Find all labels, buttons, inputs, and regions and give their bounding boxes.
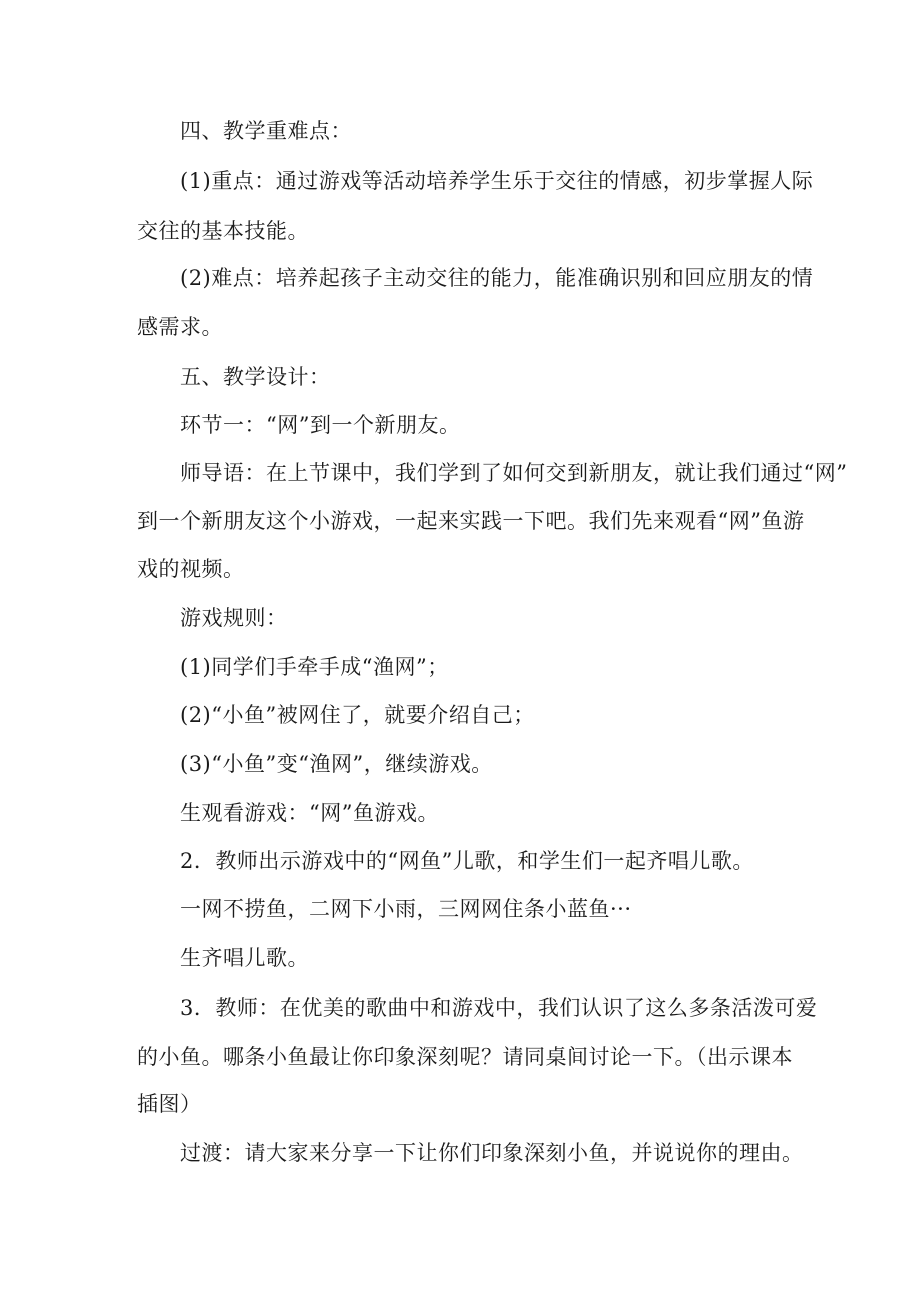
step1-title: 环节一：“网”到一个新朋友。: [180, 413, 461, 437]
teacher-intro-line-1: 师导语：在上节课中，我们学到了如何交到新朋友，就让我们通过“网”: [180, 461, 848, 485]
item-3-line-2: 的小鱼。哪条小鱼最让你印象深刻呢？请同桌间讨论一下。（出示课本: [137, 1045, 793, 1069]
students-watch: 生观看游戏：“网”鱼游戏。: [180, 801, 439, 825]
item-2: 2．教师出示游戏中的“网鱼”儿歌，和学生们一起齐唱儿歌。: [180, 849, 754, 873]
rules-heading: 游戏规则：: [180, 606, 288, 630]
rule-3: (3)“小鱼”变“渔网”，继续游戏。: [180, 752, 493, 776]
difficulty-line-2: 感需求。: [137, 315, 223, 339]
key-point-line-1: (1)重点：通过游戏等活动培养学生乐于交往的情感，初步掌握人际: [180, 169, 814, 193]
students-sing: 生齐唱儿歌。: [180, 946, 309, 970]
rule-1: (1)同学们手牵手成“渔网”；: [180, 655, 449, 679]
rule-2: (2)“小鱼”被网住了，就要介绍自己；: [180, 703, 535, 727]
difficulty-line-1: (2)难点：培养起孩子主动交往的能力，能准确识别和回应朋友的情: [180, 266, 814, 290]
section4-heading: 四、教学重难点：: [180, 119, 352, 143]
section5-heading: 五、教学设计：: [180, 365, 331, 389]
teacher-intro-line-3: 戏的视频。: [137, 557, 245, 581]
transition: 过渡：请大家来分享一下让你们印象深刻小鱼，并说说你的理由。: [180, 1141, 804, 1165]
key-point-line-2: 交往的基本技能。: [137, 219, 309, 243]
song-lyrics: 一网不捞鱼，二网下小雨，三网网住条小蓝鱼···: [180, 897, 632, 921]
item-3-line-1: 3．教师：在优美的歌曲中和游戏中，我们认识了这么多条活泼可爱: [180, 996, 818, 1020]
item-3-line-3: 插图）: [137, 1092, 202, 1116]
teacher-intro-line-2: 到一个新朋友这个小游戏，一起来实践一下吧。我们先来观看“网”鱼游: [137, 509, 805, 533]
